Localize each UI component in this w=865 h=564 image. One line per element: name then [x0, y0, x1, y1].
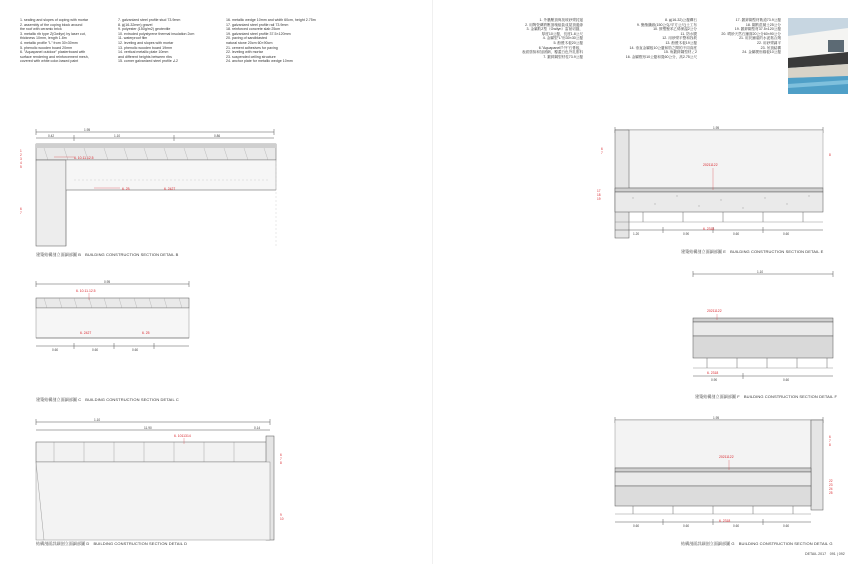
note-line: 1. 外牆壓頂與找坡砂漿封邊 — [539, 18, 583, 22]
note-line: 2. 用陶瓷磚將壓頂塊組裝成屋頂邊緣 — [525, 22, 583, 27]
dim-label: 11.90 — [144, 426, 152, 430]
side-label: 8 — [829, 153, 831, 157]
red-annotation: 6. 2318 — [719, 519, 731, 523]
side-label: 24 — [829, 487, 833, 491]
dim-label: 1.10 — [757, 270, 764, 274]
red-annotation: 20211122 — [707, 309, 722, 313]
red-annotation: 6. 25 — [122, 187, 130, 191]
note-line: 20. 噴砂天然石鋪面20公分60×90公分 — [721, 31, 781, 36]
dim-label: 0.60 — [733, 232, 740, 236]
note-line: 12. leveling and slopes with mortar — [118, 40, 174, 45]
note-line: the roof with ceramic brick — [20, 27, 62, 32]
note-line: 21. 用於鋪裝的水泥黏合劑 — [739, 36, 781, 41]
note-line: 6. "Aquapanel outdoor" plasterboard with — [20, 50, 86, 55]
side-label: 23 — [829, 483, 833, 487]
side-label: 25 — [829, 491, 833, 495]
caption-detail-f: 建築結構剖立面細部圖 F BUILDING CONSTRUCTION SECTION DETAIL F — [695, 394, 837, 399]
note-line: 14. 垂直金屬板10公釐和肋之間的不同高度 — [629, 45, 697, 50]
right-page — [433, 0, 865, 564]
side-label: 6 — [280, 453, 282, 457]
notes-column-2 — [626, 18, 697, 59]
caption-detail-c: 建築結構剖立面細部圖 C BUILDING CONSTRUCTION SECTION DETAIL C — [36, 397, 179, 402]
caption-detail-d: 結構剖面詳細剖立面細部圖 D BUILDING CONSTRUCTION SECTION DETAIL D — [36, 541, 188, 546]
side-label: 1 — [20, 149, 22, 153]
note-line: natural stone 20cm 60×90cm — [226, 40, 273, 45]
dim-label: 0.90 — [711, 378, 718, 382]
dim-label: 1.95 — [84, 128, 91, 132]
red-annotation: 6. 10.11.12.5 — [76, 289, 96, 293]
note-line: 17. galvanized steel profile rail 73.9mm — [226, 22, 289, 27]
red-annotation: 6. 2318 — [703, 227, 715, 231]
dim-label: 1.10 — [114, 134, 121, 138]
note-line: 4. 金屬型"L"形30×30公釐 — [542, 36, 583, 41]
note-line: 厚度10公釐，長度1.8公尺 — [541, 31, 583, 36]
notes-column-3 — [721, 18, 781, 55]
note-line: 19. galvanized steel profile 37.5×120mm — [226, 31, 291, 36]
side-label: 19 — [597, 197, 601, 201]
dim-label: 0.60 — [783, 232, 790, 236]
note-line: thickness 10mm, length 1.8m — [20, 36, 67, 41]
note-line: 22. 用砂漿調平 — [757, 40, 781, 45]
note-line: 5. phenolic wooden board 20mm — [20, 45, 73, 50]
red-annotation: 6. 25 — [142, 331, 150, 335]
dim-label: 1.10 — [94, 418, 101, 422]
note-line: 表面塗抹和加固網，覆蓋白色外乳塗料 — [521, 50, 583, 55]
dim-label: 1.20 — [633, 232, 640, 236]
note-line: 2. assembly of the coping block around — [20, 22, 83, 27]
note-line: 11. waterproof film — [118, 36, 148, 41]
note-line: 8. ϕ(16-32mm) gravel — [118, 22, 153, 27]
dim-label: 0.60 — [633, 524, 640, 528]
note-line: 7. 鍍鋅鋼型材柱73.9公釐 — [543, 54, 583, 59]
red-annotation: 6. 2427 — [164, 187, 176, 191]
note-line: 23. 吊頂結構 — [760, 45, 781, 50]
side-label: 8 — [280, 461, 282, 465]
note-line: 22. leveling with mortar — [226, 50, 263, 55]
section-detail-d-drawing — [14, 416, 424, 542]
side-label: 9 — [280, 513, 282, 517]
note-line: 3. 金屬肋Z型（Gwilyn）雷射切割， — [526, 27, 583, 32]
section-detail-c-drawing — [14, 278, 424, 378]
note-line: 24. anchor plate for metallic wedge 10mm — [226, 59, 293, 64]
dim-label: 0.60 — [733, 524, 740, 528]
note-line: 9. polyester (150g/m2) geotextile — [118, 27, 171, 32]
note-line: 16. 金屬楔形10公釐和寬60公分，高2.75公尺 — [625, 54, 697, 59]
dim-label: 0.60 — [683, 524, 690, 528]
notes-column-1 — [522, 18, 583, 59]
note-line: 5. 酚醛木板20公釐 — [553, 40, 583, 45]
note-line: 7. galvanized steel profile stud 73.9mm — [118, 18, 181, 22]
side-label: 8 — [829, 443, 831, 447]
side-label: 6 — [20, 207, 22, 211]
red-annotation: 6. 1011314 — [174, 434, 191, 438]
section-detail-b-drawing — [14, 126, 424, 252]
side-label: 17 — [597, 189, 601, 193]
side-label: 7 — [829, 439, 831, 443]
red-annotation: 6. 2318 — [707, 371, 719, 375]
note-line: 17. 鍍鋅鋼型材軌道73.9公釐 — [735, 18, 781, 22]
note-line: 20. paving of sandblasted — [226, 36, 267, 41]
side-label: 6 — [601, 147, 603, 151]
section-detail-g-drawing — [593, 414, 861, 540]
dim-label: 0.60 — [52, 348, 59, 352]
red-annotation: 20211122 — [703, 163, 718, 167]
note-line: 18. reinforced concrete slab 25cm — [226, 27, 281, 32]
note-line: 6."Aquapanel戶外"石膏板， — [538, 45, 583, 50]
side-label: 5 — [20, 165, 22, 169]
dim-label: 1.95 — [713, 416, 720, 420]
note-line: 15. 角鍍鋅鋼型材∠2 — [663, 50, 697, 55]
note-line: 4. metallic profile "L" from 30×30mm — [20, 40, 78, 45]
note-line: 9. 聚酯纖維(150公克/平方公尺)土工布 — [636, 22, 697, 27]
note-line: surface rendering and reinforcement mesh, — [20, 54, 89, 59]
dim-label: 0.95 — [104, 280, 111, 284]
dim-label: 0.60 — [92, 348, 99, 352]
page-footer: DETAIL 2017 091 | 092 — [805, 552, 845, 556]
section-detail-e-drawing — [593, 126, 861, 250]
side-label: 2 — [20, 153, 22, 157]
dim-label: 0.42 — [48, 134, 55, 138]
note-line: 13. 酚醛木板19公釐 — [665, 40, 697, 45]
side-label: 7 — [280, 457, 282, 461]
note-line: covered with white color-based paint — [20, 59, 79, 64]
red-annotation: 20211122 — [719, 455, 734, 459]
side-label: 10 — [280, 517, 284, 521]
caption-detail-g: 結構剖面詳細剖立面細部圖 G BUILDING CONSTRUCTION SECTION DETAIL G — [681, 541, 833, 546]
caption-detail-e: 建築結構剖立面細部圖 E BUILDING CONSTRUCTION SECTION DETAIL E — [681, 249, 824, 254]
note-line: 1. sealing and slopes of coping with mortar — [20, 18, 89, 22]
note-line: and different heights between ribs — [118, 54, 172, 59]
notes-column-2 — [118, 18, 194, 64]
note-line: 12. 用砂漿平整和找坡 — [662, 36, 697, 41]
note-line: 11. 防水膜 — [680, 31, 697, 36]
side-label: 4 — [20, 161, 22, 165]
notes-column-3 — [226, 18, 316, 64]
dim-label: 0.60 — [783, 378, 790, 382]
side-label: 18 — [597, 193, 601, 197]
note-line: 21. cement adhesives for paving — [226, 45, 278, 50]
side-label: 6 — [829, 435, 831, 439]
red-annotation: 6. 2427 — [80, 331, 92, 335]
dim-label: 1.95 — [713, 126, 720, 130]
note-line: 10. 擠塑聚苯乙烯保溫2公分 — [653, 27, 697, 32]
red-annotation: 6. 10.11.12.5 — [74, 156, 94, 160]
building-photo — [788, 18, 848, 94]
section-detail-f-drawing — [683, 270, 861, 390]
dim-label: 0.60 — [783, 524, 790, 528]
dim-label: 0.14 — [254, 426, 261, 430]
note-line: 18. 鋼筋混凝土25公分 — [745, 22, 781, 27]
dim-label: 0.86 — [214, 134, 221, 138]
note-line: 14. vertical metallic plate 10mm — [118, 50, 169, 55]
side-label: 7 — [601, 151, 603, 155]
side-label: 22 — [829, 479, 833, 483]
note-line: 16. metallic wedge 10mm and width 60cm, height 2.75m — [226, 18, 316, 22]
dim-label: 0.60 — [132, 348, 139, 352]
notes-column-1 — [20, 18, 89, 64]
left-page — [0, 0, 432, 564]
note-line: 24. 金屬楔形錨板10公釐 — [742, 50, 781, 55]
note-line: 13. phenolic wooden board 19mm — [118, 45, 173, 50]
caption-detail-b: 建築結構剖立面細部圖 B BUILDING CONSTRUCTION SECTION DETAIL B — [36, 252, 179, 257]
note-line: 8. ϕ(16-32)公釐礫石 — [665, 18, 697, 22]
note-line: 19. 鍍鋅鋼型材37.5×120公釐 — [734, 27, 781, 32]
note-line: 15. corner galvanized steel profile ∠2 — [118, 59, 178, 64]
side-label: 7 — [20, 211, 22, 215]
side-label: 3 — [20, 157, 22, 161]
note-line: 23. suspended ceiling structure — [226, 54, 276, 59]
note-line: 10. extruded polystyrene thermal insulation 2cm — [118, 31, 195, 36]
dim-label: 0.90 — [683, 232, 690, 236]
note-line: 3. metallic rib type Z(Gwilyn) by laser cut, — [20, 31, 86, 36]
